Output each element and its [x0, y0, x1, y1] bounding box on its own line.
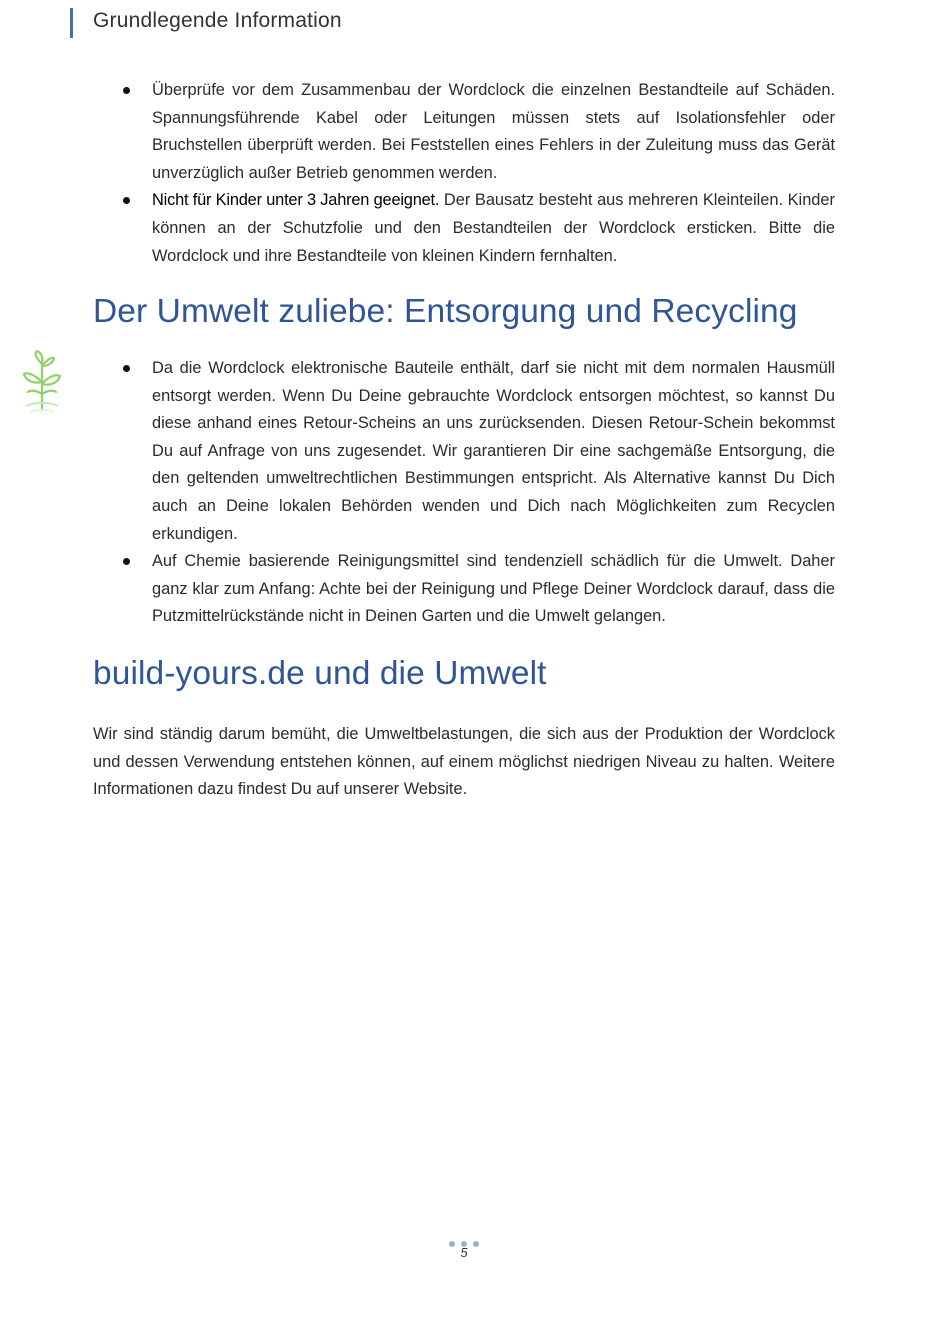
- list-item-text: Auf Chemie basierende Reinigungsmittel sind tendenziell schädlich für die Umwelt. Daher ganz klar zum Anfang: Achte bei der Reinigung und Pflege Deiner Wordclock darauf, dass die Putzmittelrückstände nicht in Deinen Garten und die Umwelt gelangen.: [152, 552, 835, 626]
- list-item-text: Da die Wordclock elektronische Bauteile enthält, darf sie nicht mit dem normalen Hausmüll entsorgt werden. Wenn Du Deine gebrauchte Wordclock entsorgen möchtest, so kannst Du diese anhand eines Retour-Scheins an uns zurücksenden. Diesen Retour-Schein bekommst Du auf Anfrage von uns zugesendet. Wir garantieren Dir eine sachgemäße Entsorgung, die den geltenden umweltrechtlichen Bestimmungen entspricht. Als Alternative kannst Du Dich auch an Deine lokalen Behörden wenden und Dich nach Möglichkeiten zum Recyclen erkundigen.: [152, 359, 835, 543]
- header-accent-bar: [70, 8, 73, 38]
- list-item-text: Der Bausatz besteht aus mehreren Kleinteilen. Kinder können an der Schutzfolie und den Bestandteilen der Wordclock ersticken. Bitte die Wordclock und ihre Bestandteile von kleinen Kindern fernhalten.: [152, 191, 836, 265]
- list-item-lead: Nicht für Kinder unter 3 Jahren geeignet.: [152, 191, 440, 210]
- list-item: [0, 548, 950, 631]
- paragraph: Wir sind ständig darum bemüht, die Umweltbelastungen, die sich aus der Produktion der Wordclock und dessen Verwendung entstehen können, auf einem möglichst niedrigen Niveau zu halten. Weitere Informationen dazu findest Du auf unserer Website.: [93, 725, 835, 799]
- section-heading-environment: Der Umwelt zuliebe: Entsorgung und Recycling: [93, 293, 798, 330]
- list-item: [0, 77, 950, 187]
- header-title: Grundlegende Information: [93, 9, 342, 32]
- list-item-text: Überprüfe vor dem Zusammenbau der Wordclock die einzelnen Bestandteile auf Schäden. Spannungsführende Kabel oder Leitungen müssen stets auf Isolationsfehler oder Bruchstellen überprüft werden. Bei Feststellen eines Fehlers in der Zuleitung muss das Gerät unverzüglich außer Betrieb genommen werden.: [152, 81, 835, 182]
- section-heading-build-yours: build-yours.de und die Umwelt: [93, 655, 547, 692]
- safety-list: [0, 77, 950, 270]
- page-number: 5: [460, 1245, 468, 1260]
- list-item: [0, 187, 950, 270]
- list-item: [0, 355, 950, 548]
- environment-list: [0, 355, 950, 631]
